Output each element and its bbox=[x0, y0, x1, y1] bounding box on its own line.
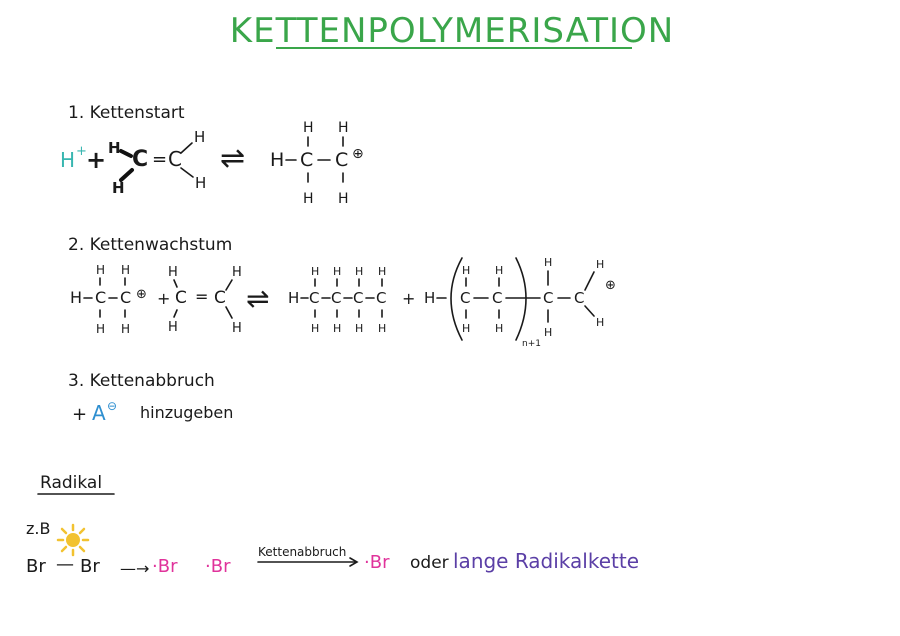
s2-h-left: H bbox=[70, 288, 83, 307]
s2-end-c1: C bbox=[543, 289, 554, 307]
s2-cation-charge-a: ⊕ bbox=[136, 287, 147, 302]
chain-h-t1: H bbox=[311, 265, 320, 278]
bond-c2-h-top bbox=[181, 143, 192, 153]
s2-cation-charge-end: ⊕ bbox=[605, 278, 616, 293]
proton-charge: + bbox=[76, 144, 87, 159]
reaction-arrow-1: —→ bbox=[120, 559, 150, 578]
chain-c3: C bbox=[353, 289, 364, 307]
zb-label: z.B bbox=[26, 519, 51, 538]
section-kettenstart bbox=[60, 103, 364, 207]
s2-eth-b2 bbox=[174, 310, 177, 317]
product-h-top-1: H bbox=[303, 120, 314, 136]
radical-br-2: ·Br bbox=[205, 556, 231, 577]
chain-h-b3: H bbox=[355, 322, 364, 335]
s2-eth-b1 bbox=[174, 280, 177, 287]
radical-br-3: ·Br bbox=[364, 552, 390, 573]
s2-h-bottom-b: H bbox=[121, 322, 131, 336]
s2-eth-b4 bbox=[226, 307, 232, 318]
s2-carbon-a: C bbox=[95, 288, 107, 307]
s2-chain-h-left: H bbox=[288, 289, 300, 307]
end-h-top: H bbox=[544, 256, 553, 269]
product-h-left: H bbox=[270, 149, 285, 171]
radikal-heading: Radikal bbox=[40, 473, 103, 493]
bold-carbon: C bbox=[132, 147, 149, 172]
s2-poly-h-left: H bbox=[424, 289, 436, 307]
chain-c1: C bbox=[309, 289, 320, 307]
s2-eth-double: = bbox=[195, 287, 209, 306]
br-left: Br bbox=[26, 556, 46, 577]
long-radical-chain-text: lange Radikalkette bbox=[453, 549, 640, 573]
poly-h-b2: H bbox=[495, 322, 504, 335]
s2-end-c2: C bbox=[574, 289, 585, 307]
chain-h-t2: H bbox=[333, 265, 342, 278]
s2-eth-h4: H bbox=[232, 321, 242, 336]
bold-bond-top bbox=[121, 151, 131, 156]
s2-plus-1: + bbox=[157, 289, 171, 308]
s2-eth-c2: C bbox=[214, 288, 226, 308]
s3-anion-charge: ⊖ bbox=[107, 399, 118, 413]
s2-eth-h2: H bbox=[168, 320, 178, 335]
sun-icon bbox=[58, 525, 88, 555]
s2-h-top-a: H bbox=[96, 263, 106, 277]
end-h-4: H bbox=[596, 316, 605, 329]
chain-h-t4: H bbox=[378, 265, 387, 278]
product-h-bottom-1: H bbox=[303, 191, 314, 207]
br-bond: — bbox=[56, 554, 74, 575]
equilibrium-arrow-1: ⇌ bbox=[220, 141, 246, 176]
equilibrium-arrow-2: ⇌ bbox=[246, 282, 270, 315]
arrow-label-kettenabbruch: Kettenabbruch bbox=[258, 545, 347, 559]
s2-h-bottom-a: H bbox=[96, 322, 106, 336]
product-cation-charge: ⊕ bbox=[352, 146, 364, 162]
s2-chain-4c bbox=[301, 265, 386, 335]
double-bond: = bbox=[152, 149, 168, 170]
s2-poly-c2: C bbox=[492, 289, 503, 307]
carbon-2: C bbox=[168, 147, 182, 171]
end-b-h3 bbox=[585, 272, 594, 290]
section-kettenwachstum bbox=[68, 235, 616, 349]
br-right: Br bbox=[80, 556, 100, 577]
section2-heading: 2. Kettenwachstum bbox=[68, 235, 233, 255]
product-carbon-1: C bbox=[300, 149, 314, 171]
s2-carbon-b: C bbox=[120, 288, 132, 307]
s2-h-top-b: H bbox=[121, 263, 131, 277]
hydrogen-c2-bottom: H bbox=[195, 174, 207, 192]
s2-eth-h3: H bbox=[232, 265, 242, 280]
s2-poly-c1: C bbox=[460, 289, 471, 307]
chain-h-b1: H bbox=[311, 322, 320, 335]
oder-text: oder bbox=[410, 553, 449, 573]
section-kettenabbruch bbox=[68, 371, 233, 425]
chain-h-t3: H bbox=[355, 265, 364, 278]
s2-eth-c1: C bbox=[175, 288, 187, 308]
chain-c2: C bbox=[331, 289, 342, 307]
repeat-index: n+1 bbox=[522, 339, 541, 349]
chain-h-b2: H bbox=[333, 322, 342, 335]
plus-sign-1: + bbox=[86, 146, 107, 174]
poly-h-t1: H bbox=[462, 264, 471, 277]
product-h-top-2: H bbox=[338, 120, 349, 136]
bold-hydrogen-top: H bbox=[108, 139, 121, 157]
s2-eth-b3 bbox=[226, 280, 232, 290]
poly-h-b1: H bbox=[462, 322, 471, 335]
end-b-h4 bbox=[585, 306, 594, 316]
s2-plus-2: + bbox=[402, 289, 416, 308]
radical-br-1: ·Br bbox=[152, 556, 178, 577]
s3-text: hinzugeben bbox=[140, 403, 234, 422]
page-title: KETTENPOLYMERISATION bbox=[229, 11, 675, 51]
chain-c4: C bbox=[376, 289, 387, 307]
bold-hydrogen-bottom: H bbox=[112, 179, 125, 197]
section-radikal bbox=[26, 473, 639, 578]
s3-plus: + bbox=[72, 404, 88, 425]
product-carbon-2: C bbox=[335, 149, 349, 171]
right-parenthesis bbox=[516, 258, 526, 340]
poly-h-t2: H bbox=[495, 264, 504, 277]
chain-h-b4: H bbox=[378, 322, 387, 335]
section1-heading: 1. Kettenstart bbox=[68, 103, 185, 123]
proton-symbol: H bbox=[60, 148, 76, 172]
end-h-bottom: H bbox=[544, 326, 553, 339]
section3-heading: 3. Kettenabbruch bbox=[68, 371, 215, 391]
product-h-bottom-2: H bbox=[338, 191, 349, 207]
bond-c2-h-bottom bbox=[181, 168, 193, 177]
hydrogen-c2-top: H bbox=[194, 128, 206, 146]
end-h-3: H bbox=[596, 258, 605, 271]
s3-anion: A bbox=[92, 401, 106, 425]
s2-eth-h1: H bbox=[168, 265, 178, 280]
